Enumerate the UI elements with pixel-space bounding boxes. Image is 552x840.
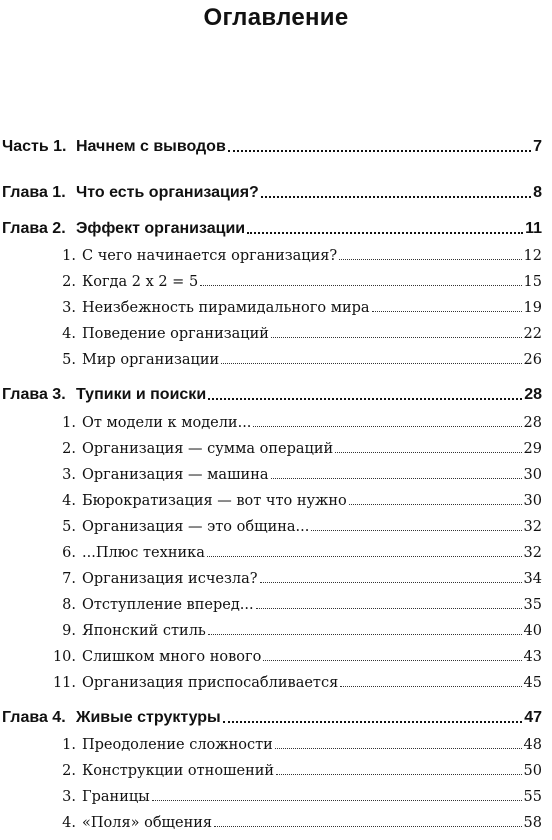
- toc-entry-title: Что есть организация?: [76, 184, 259, 201]
- toc-entry-number: 9.: [62, 623, 76, 639]
- toc-page-number: 32: [523, 545, 542, 561]
- toc-entry-title: Поведение организаций: [82, 326, 269, 342]
- toc-entry-number: Глава 3.: [2, 386, 66, 403]
- toc-leader-dots: [223, 720, 523, 723]
- toc-entry-title: Бюрократизация — вот что нужно: [82, 493, 347, 509]
- toc-entry-title: Начнем с выводов: [76, 138, 226, 155]
- toc-section-row: [0, 407, 552, 431]
- toc-page-number: 28: [523, 415, 542, 431]
- toc-entry-title: Организация — это община...: [82, 519, 310, 535]
- toc-page-number: 29: [523, 441, 542, 457]
- toc-page-number: 19: [523, 300, 542, 316]
- toc-entry-number: 2.: [62, 274, 76, 290]
- toc-leader-dots: [214, 825, 521, 827]
- toc-page-number: 45: [523, 675, 542, 691]
- toc-section-row: [0, 240, 552, 264]
- toc-entry-number: 1.: [62, 737, 76, 753]
- toc-page-number: 12: [523, 248, 542, 264]
- toc-entry-number: 3.: [62, 789, 76, 805]
- toc-entry-title: Слишком много нового: [82, 649, 262, 665]
- toc-leader-dots: [271, 477, 522, 479]
- toc-entry-number: 4.: [62, 815, 76, 831]
- toc-leader-dots: [260, 581, 522, 583]
- toc-entry-number: Глава 4.: [2, 709, 66, 726]
- toc-page-number: 50: [523, 763, 542, 779]
- toc-page-number: 43: [523, 649, 542, 665]
- toc-section-row: [0, 615, 552, 639]
- toc-leader-dots: [228, 149, 531, 152]
- toc-entry-number: Часть 1.: [2, 138, 67, 155]
- toc-leader-dots: [208, 633, 522, 635]
- toc-section-row: [0, 485, 552, 509]
- toc-section-row: [0, 667, 552, 691]
- toc-entry-number: 6.: [62, 545, 76, 561]
- toc-leader-dots: [311, 529, 521, 531]
- toc-section-row: [0, 344, 552, 368]
- toc-entry-title: Когда 2 х 2 = 5: [82, 274, 199, 290]
- toc-entry-title: С чего начинается организация?: [82, 248, 338, 264]
- toc-leader-dots: [339, 258, 521, 260]
- toc-entry-title: «Поля» общения: [82, 815, 213, 831]
- toc-entry-title: Границы: [82, 789, 150, 805]
- toc-page-number: 30: [523, 467, 542, 483]
- toc-entry-title: Организация — машина: [82, 467, 269, 483]
- toc-entry-number: 11.: [52, 675, 76, 691]
- toc-entry-number: Глава 2.: [2, 220, 66, 237]
- toc-leader-dots: [207, 555, 522, 557]
- toc-page-number: 26: [523, 352, 542, 368]
- toc-section-row: [0, 641, 552, 665]
- toc-part-row: [0, 132, 552, 156]
- toc-chapter-row: [0, 178, 552, 202]
- toc-leader-dots: [247, 231, 523, 234]
- toc-leader-dots: [263, 659, 521, 661]
- toc-entry-title: Тупики и поиски: [76, 386, 207, 403]
- toc-entry-number: 10.: [52, 649, 76, 665]
- toc-chapter-row: [0, 214, 552, 238]
- toc-page-number: 34: [523, 571, 542, 587]
- toc-leader-dots: [372, 310, 522, 312]
- toc-entry-number: Глава 1.: [2, 184, 66, 201]
- toc-page-number: 11: [525, 220, 542, 237]
- toc-entry-number: 1.: [62, 248, 76, 264]
- toc-section-row: [0, 755, 552, 779]
- toc-section-row: [0, 807, 552, 831]
- toc-page-number: 15: [523, 274, 542, 290]
- toc-entry-number: 4.: [62, 493, 76, 509]
- toc-section-row: [0, 563, 552, 587]
- toc-leader-dots: [271, 336, 522, 338]
- toc-leader-dots: [261, 195, 531, 198]
- toc-leader-dots: [340, 685, 521, 687]
- toc-page-number: 48: [523, 737, 542, 753]
- toc-page-number: 58: [523, 815, 542, 831]
- toc-section-row: [0, 511, 552, 535]
- toc-section-row: [0, 318, 552, 342]
- toc-page-number: 47: [524, 709, 542, 726]
- toc-leader-dots: [152, 799, 522, 801]
- toc-entry-number: 8.: [62, 597, 76, 613]
- toc-entry-title: ...Плюс техника: [82, 545, 205, 561]
- page-title: Оглавление: [203, 4, 349, 31]
- toc-entry-number: 5.: [62, 519, 76, 535]
- toc-page-number: 30: [523, 493, 542, 509]
- toc-entry-title: Отступление вперед...: [82, 597, 254, 613]
- toc-section-row: [0, 781, 552, 805]
- toc-chapter-row: [0, 703, 552, 727]
- toc-leader-dots: [208, 397, 522, 400]
- toc-leader-dots: [335, 451, 521, 453]
- toc-page-number: 55: [523, 789, 542, 805]
- toc-entry-number: 3.: [62, 300, 76, 316]
- toc-entry-title: Живые структуры: [76, 709, 221, 726]
- toc-section-row: [0, 589, 552, 613]
- toc-entry-title: Японский стиль: [82, 623, 206, 639]
- toc-leader-dots: [200, 284, 521, 286]
- toc-entry-number: 1.: [62, 415, 76, 431]
- toc-section-row: [0, 729, 552, 753]
- toc-section-row: [0, 537, 552, 561]
- toc-page-number: 32: [523, 519, 542, 535]
- toc-leader-dots: [256, 607, 522, 609]
- toc-entry-number: 7.: [62, 571, 76, 587]
- toc-entry-title: Конструкции отношений: [82, 763, 275, 779]
- toc-entry-number: 2.: [62, 441, 76, 457]
- toc-chapter-row: [0, 380, 552, 404]
- toc-leader-dots: [349, 503, 522, 505]
- toc-section-row: [0, 292, 552, 316]
- toc-page-number: 22: [523, 326, 542, 342]
- toc-leader-dots: [276, 773, 521, 775]
- toc-page-number: 40: [523, 623, 542, 639]
- toc-page-number: 35: [523, 597, 542, 613]
- toc-entry-number: 5.: [62, 352, 76, 368]
- toc-entry-number: 4.: [62, 326, 76, 342]
- toc-entry-title: Организация исчезла?: [82, 571, 258, 587]
- toc-entry-title: Эффект организации: [76, 220, 246, 237]
- toc-section-row: [0, 459, 552, 483]
- toc-section-row: [0, 433, 552, 457]
- toc-entry-number: 2.: [62, 763, 76, 779]
- toc-entry-title: От модели к модели...: [82, 415, 252, 431]
- toc-entry-title: Мир организации: [82, 352, 220, 368]
- toc-entry-title: Организация приспосабливается: [82, 675, 339, 691]
- toc-page-number: 28: [524, 386, 542, 403]
- toc-entry-number: 3.: [62, 467, 76, 483]
- toc-page-number: 7: [533, 138, 542, 155]
- toc-entry-title: Неизбежность пирамидального мира: [82, 300, 370, 316]
- toc-leader-dots: [275, 747, 522, 749]
- toc-leader-dots: [253, 425, 521, 427]
- toc-leader-dots: [221, 362, 521, 364]
- toc-section-row: [0, 266, 552, 290]
- toc-page-number: 8: [533, 184, 542, 201]
- toc-entry-title: Преодоление сложности: [82, 737, 273, 753]
- toc-entry-title: Организация — сумма операций: [82, 441, 334, 457]
